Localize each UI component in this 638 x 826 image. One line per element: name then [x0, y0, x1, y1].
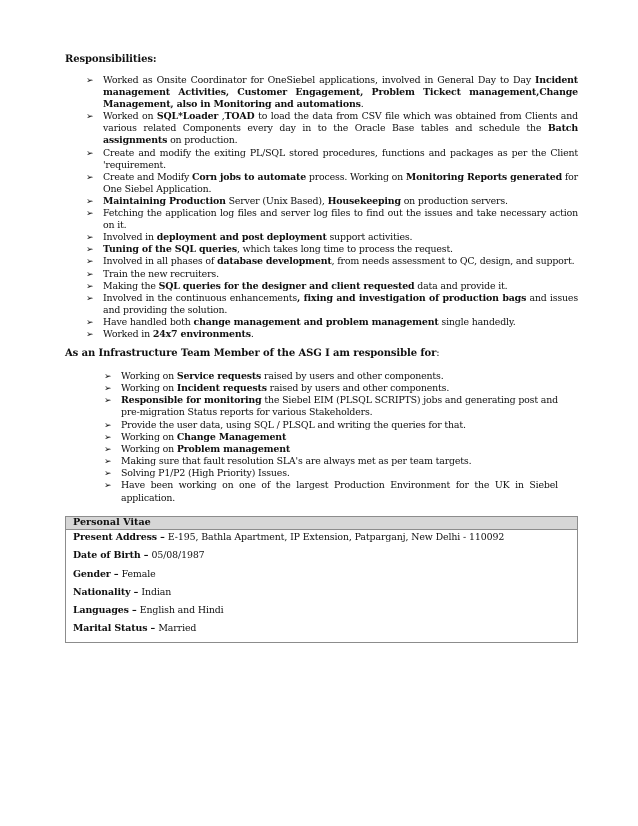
arrow-bullet-icon: ➢	[104, 396, 112, 407]
text: Have been working on one of the largest Production Environment for the UK in Siebel application.	[121, 480, 558, 504]
arrow-bullet-icon: ➢	[104, 444, 112, 455]
text: ,	[218, 111, 225, 123]
bold-text: Incident requests	[176, 383, 267, 395]
text: single handedly.	[438, 316, 516, 328]
responsibility-item	[86, 172, 578, 196]
nationality-label: Nationality	[73, 587, 131, 598]
gender-value: Female	[121, 569, 156, 580]
text: Involved in the continuous enhancements	[103, 292, 297, 304]
responsibility-item	[86, 269, 578, 281]
text: Involved in all phases of	[103, 256, 218, 268]
infrastructure-item	[104, 456, 558, 468]
infrastructure-item	[104, 444, 558, 456]
vitae-address-row	[73, 532, 504, 543]
arrow-bullet-icon: ➢	[86, 329, 94, 340]
arrow-bullet-icon: ➢	[86, 76, 94, 86]
arrow-bullet-icon: ➢	[86, 209, 94, 220]
text: Working on	[121, 443, 177, 455]
arrow-bullet-icon: ➢	[86, 281, 94, 292]
text: Making the	[103, 280, 159, 292]
vitae-marital-row	[73, 623, 196, 634]
nationality-sep: –	[130, 587, 142, 598]
text: on production servers.	[400, 195, 508, 207]
arrow-bullet-icon: ➢	[104, 457, 112, 468]
responsibility-item	[86, 329, 578, 341]
responsibilities-list	[86, 75, 578, 341]
responsibility-item	[86, 281, 578, 293]
marital-value: Married	[158, 623, 197, 634]
text: and issues and providing the solution.	[103, 292, 578, 316]
arrow-bullet-icon: ➢	[86, 269, 94, 280]
text: Making sure that fault resolution SLA's are always met as per team targets.	[121, 456, 472, 468]
text: Create and modify the exiting PL/SQL stored procedures, functions and packages as per the Client 'requirement.	[103, 147, 578, 171]
infrastructure-item	[104, 480, 558, 504]
text: raised by users and other components.	[266, 383, 450, 395]
text: support activities.	[326, 232, 413, 244]
infrastructure-heading-text: As an Infrastructure Team Member of the ASG I am responsible for	[65, 348, 437, 359]
infrastructure-item	[104, 395, 558, 419]
text: raised by users and other components.	[261, 371, 444, 382]
responsibility-item	[86, 232, 578, 244]
infrastructure-item	[104, 383, 558, 395]
text: the Siebel EIM (PLSQL SCRIPTS) jobs and generating post and pre-migration Status reports for various Stakeholders.	[121, 395, 558, 419]
text: Solving P1/P2 (High Priority) Issues.	[121, 468, 290, 480]
personal-vitae-box	[65, 516, 578, 643]
text: Working on	[121, 371, 177, 382]
vitae-languages-row	[73, 605, 224, 616]
text: Worked on	[103, 111, 157, 123]
responsibility-item	[86, 148, 578, 172]
bold-text: Housekeeping	[327, 195, 401, 207]
vitae-gender-row	[73, 569, 156, 580]
bold-text: Responsible for monitoring	[121, 395, 262, 407]
personal-vitae-title: Personal Vitae	[66, 517, 577, 530]
arrow-bullet-icon: ➢	[86, 233, 94, 244]
bold-text: TOAD	[224, 111, 255, 123]
bold-text: SQL queries for the designer and client requested	[158, 280, 415, 292]
arrow-bullet-icon: ➢	[104, 432, 112, 443]
bold-text: database development	[217, 256, 332, 268]
arrow-bullet-icon: ➢	[104, 384, 112, 395]
bold-text: Batch assignments	[103, 123, 578, 147]
dob-value: 05/08/1987	[151, 550, 205, 561]
text: on production.	[167, 135, 238, 147]
text: Create and Modify	[103, 171, 193, 183]
arrow-bullet-icon: ➢	[86, 112, 94, 123]
arrow-bullet-icon: ➢	[86, 293, 94, 304]
infrastructure-heading-colon: :	[436, 348, 440, 359]
bold-text: , fixing and investigation of production bags	[297, 292, 527, 304]
text: for One Siebel Application.	[103, 171, 579, 195]
bold-text: change management and problem management	[193, 316, 439, 328]
responsibility-item	[86, 111, 578, 147]
responsibilities-heading: Responsibilities:	[65, 54, 157, 65]
responsibility-item	[86, 244, 578, 256]
text: Fetching the application log files and server log files to find out the issues and take necessary action on it.	[103, 208, 578, 232]
text: Working on	[121, 383, 177, 395]
bold-text: 24x7 environments	[152, 328, 251, 340]
arrow-bullet-icon: ➢	[104, 481, 112, 492]
bold-text: Tuning of the SQL queries	[103, 244, 237, 256]
text: Provide the user data, using SQL / PLSQL and writing the queries for that.	[121, 419, 466, 431]
arrow-bullet-icon: ➢	[86, 257, 94, 268]
arrow-bullet-icon: ➢	[86, 172, 94, 183]
arrow-bullet-icon: ➢	[104, 469, 112, 480]
text: Working on	[121, 431, 177, 443]
languages-label: Languages	[73, 605, 129, 616]
responsibility-item	[86, 256, 578, 268]
responsibility-item	[86, 75, 578, 111]
arrow-bullet-icon: ➢	[86, 245, 94, 256]
bold-text: Maintaining Production	[103, 195, 226, 207]
bold-text: SQL*Loader	[156, 111, 219, 123]
bold-text: Service requests	[176, 371, 262, 382]
bold-text: Corn jobs to automate	[192, 171, 307, 183]
text: , from needs assessment to QC, design, and support.	[331, 256, 575, 268]
text: Have handled both	[103, 316, 194, 328]
arrow-bullet-icon: ➢	[104, 420, 112, 431]
text: , which takes long time to process the request.	[237, 244, 453, 256]
dob-sep: –	[140, 550, 152, 561]
text: to load the data from CSV file which was obtained from Clients and various related Components every day in to the Oracle Base tables and schedule the	[103, 111, 578, 135]
languages-sep: –	[128, 605, 140, 616]
text: Involved in	[103, 232, 157, 244]
gender-label: Gender	[73, 569, 111, 580]
text: Worked as Onsite Coordinator for OneSiebel applications, involved in General Day to Day	[103, 75, 536, 86]
arrow-bullet-icon: ➢	[104, 372, 112, 382]
bold-text: deployment and post deployment	[156, 232, 327, 244]
infrastructure-item	[104, 371, 558, 383]
responsibility-item	[86, 317, 578, 329]
text: Worked in	[103, 328, 153, 340]
bold-text: Problem management	[176, 443, 291, 455]
vitae-dob-row	[73, 550, 205, 561]
address-sep: –	[156, 532, 168, 543]
infrastructure-item	[104, 420, 558, 432]
address-label: Present Address	[73, 532, 157, 543]
marital-sep: –	[147, 623, 159, 634]
vitae-nationality-row	[73, 587, 171, 598]
infrastructure-list	[104, 371, 558, 505]
bold-text: Monitoring Reports generated	[405, 171, 563, 183]
bold-text: Incident management Activities, Customer Engagement, Problem Tickect management,Change Management, also in Monitoring and automations	[103, 75, 578, 111]
infrastructure-item	[104, 468, 558, 480]
text: .	[250, 328, 254, 340]
address-value: E-195, Bathla Apartment, IP Extension, Patparganj, New Delhi - 110092	[167, 532, 505, 543]
text: data and provide it.	[414, 280, 508, 292]
responsibility-item	[86, 293, 578, 317]
text: Server (Unix Based),	[225, 195, 328, 207]
responsibility-item	[86, 196, 578, 208]
arrow-bullet-icon: ➢	[86, 196, 94, 207]
infrastructure-heading	[65, 348, 440, 359]
responsibility-item	[86, 208, 578, 232]
dob-label: Date of Birth	[73, 550, 141, 561]
languages-value: English and Hindi	[139, 605, 224, 616]
gender-sep: –	[110, 569, 122, 580]
arrow-bullet-icon: ➢	[86, 317, 94, 328]
infrastructure-item	[104, 432, 558, 444]
text: Train the new recruiters.	[103, 268, 219, 280]
arrow-bullet-icon: ➢	[86, 148, 94, 159]
bold-text: Change Management	[176, 431, 287, 443]
text: process. Working on	[306, 171, 406, 183]
nationality-value: Indian	[141, 587, 172, 598]
text: .	[360, 99, 364, 111]
marital-label: Marital Status	[73, 623, 148, 634]
